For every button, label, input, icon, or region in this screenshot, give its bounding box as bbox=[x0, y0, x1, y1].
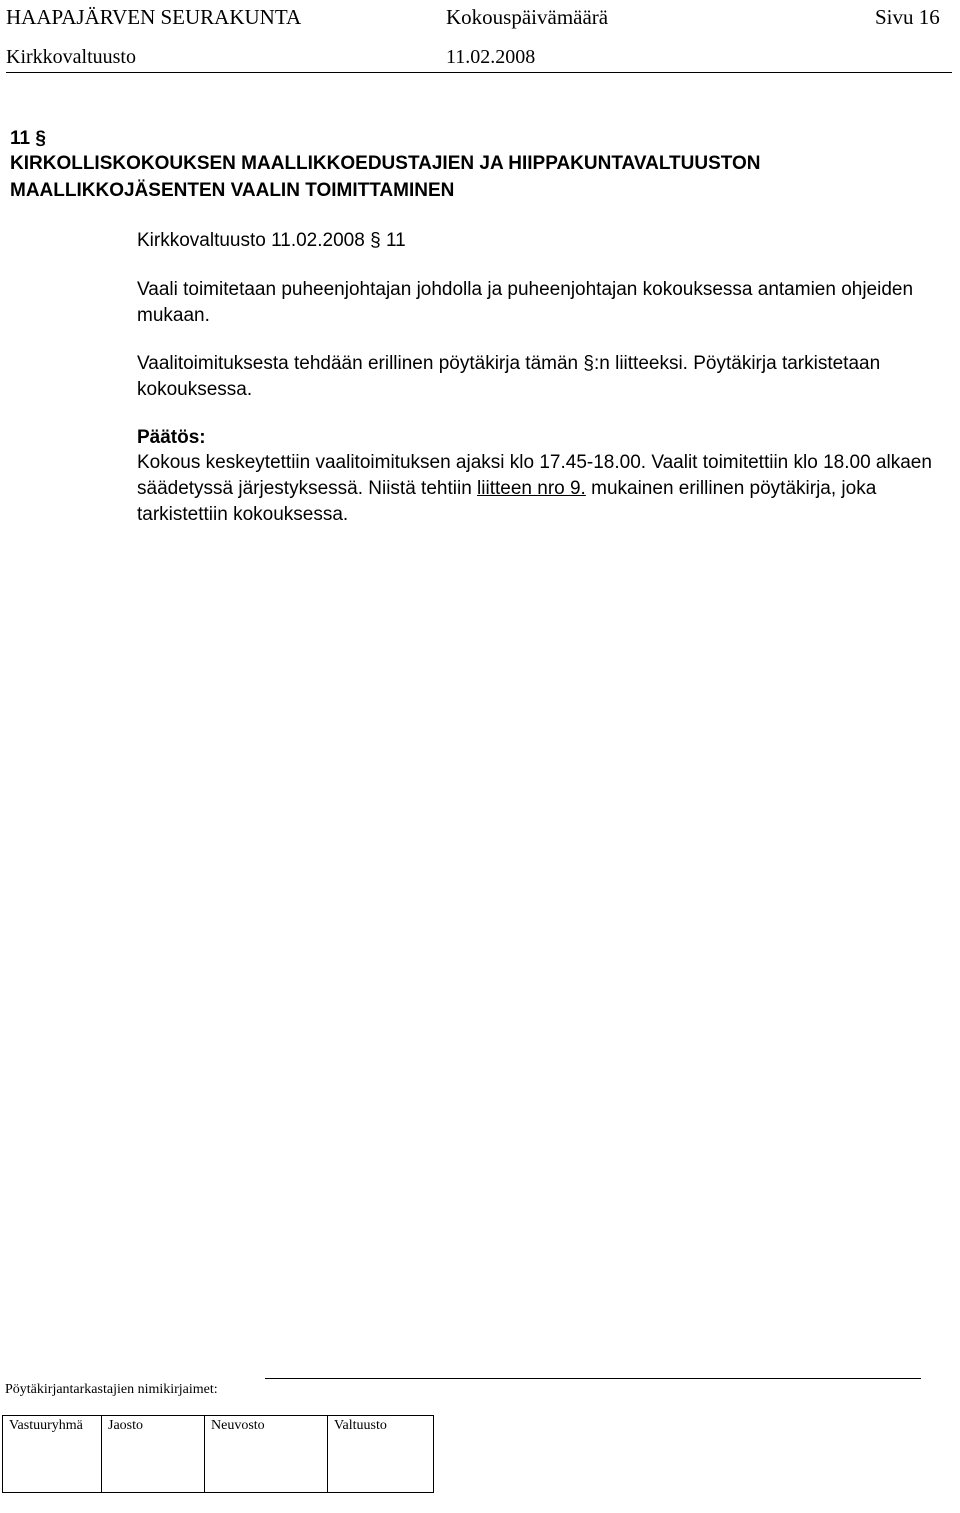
header-org: HAAPAJÄRVEN SEURAKUNTA bbox=[6, 5, 302, 29]
paragraph-2-text-before: Vaalitoimituksesta tehdään erillinen pöytäkirja tämän bbox=[137, 353, 579, 374]
header-rule bbox=[6, 72, 952, 73]
initials-box-valtuusto bbox=[327, 1415, 434, 1493]
header-page bbox=[875, 5, 940, 30]
reference-symbol: § bbox=[370, 230, 381, 251]
paragraph-1: Vaali toimitetaan puheenjohtajan johdolla ja puheenjohtajan kokouksessa antamien ohjeiden mukaan. bbox=[137, 279, 914, 326]
header-date-label: Kokouspäivämäärä bbox=[446, 5, 609, 29]
decision-text-after: mukainen erillinen pöytäkirja, joka tarkistettiin kokouksessa. bbox=[137, 478, 877, 525]
initials-box-label: Valtuusto bbox=[334, 1418, 387, 1433]
decision-text-before: Kokous keskeytettiin vaalitoimituksen ajaksi klo 17.45-18.00. Vaalit toimitettiin klo 18.00 alkaen säädetyssä järjestyksessä. Niistä tehtiin bbox=[137, 452, 932, 499]
decision-text bbox=[137, 450, 952, 528]
header-date: 11.02.2008 bbox=[446, 46, 536, 68]
section-number-value: 11 bbox=[10, 128, 31, 149]
initials-box-label: Jaosto bbox=[108, 1418, 143, 1433]
initials-box-vastuuryhma bbox=[2, 1415, 102, 1493]
initials-box-label: Vastuuryhmä bbox=[9, 1418, 83, 1433]
paragraph-2 bbox=[137, 351, 952, 403]
initials-box-neuvosto bbox=[204, 1415, 328, 1493]
initials-box-label: Neuvosto bbox=[211, 1418, 265, 1433]
signature-label: Pöytäkirjantarkastajien nimikirjaimet: bbox=[5, 1382, 218, 1397]
reference-number: 11 bbox=[385, 230, 406, 251]
paragraph-2-text-after: :n liitteeksi. Pöytäkirja tarkistetaan kokouksessa. bbox=[137, 353, 881, 400]
section-symbol: § bbox=[35, 128, 46, 149]
section-number bbox=[10, 128, 46, 150]
initials-box-jaosto bbox=[101, 1415, 205, 1493]
paragraph-2-symbol: § bbox=[583, 353, 594, 374]
meeting-reference bbox=[137, 228, 952, 254]
header-page-label: Sivu bbox=[875, 5, 914, 29]
signature-line bbox=[265, 1378, 921, 1379]
attachment-reference: liitteen nro 9. bbox=[477, 478, 586, 499]
header-page-number: 16 bbox=[918, 5, 940, 29]
section-title: KIRKOLLISKOKOUKSEN MAALLIKKOEDUSTAJIEN JA HIIPPAKUNTAVALTUUSTON MAALLIKKOJÄSENTEN VAALIN TOIMITTAMINEN bbox=[10, 153, 761, 201]
reference-text: Kirkkovaltuusto 11.02.2008 bbox=[137, 230, 365, 251]
decision-label: Päätös: bbox=[137, 427, 206, 448]
header-body: Kirkkovaltuusto bbox=[6, 46, 136, 68]
